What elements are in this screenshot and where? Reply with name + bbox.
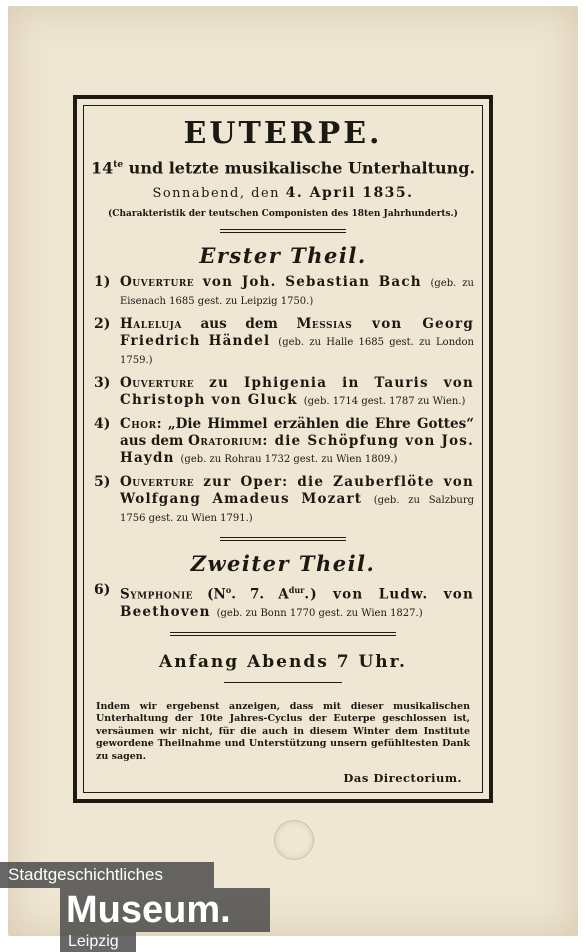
item-number: 3)	[94, 375, 111, 392]
item-superscript: o	[225, 585, 232, 596]
item-composer: von Georg Friedrich Händel	[120, 316, 474, 350]
date-value: 4. April 1835.	[285, 185, 414, 202]
item-text-part: aus dem	[181, 316, 297, 333]
announcement-text: Indem wir ergebenst anzeigen, dass mit dieser musikalischen Unterhaltung der 10te Jahres-Cyclus der Euterpe geschlossen ist, versäumen wir nicht, für die auch in diesem Winter dem Institute gewordene Theilnahme und Unterstützung unsern gefühltesten Dank zu sagen.	[96, 700, 470, 762]
item-text-part: (N	[193, 586, 226, 603]
item-text-part: : „Die Himmel erzählen die Ehre Gottes“ aus dem	[120, 416, 474, 450]
item-genre: Ouverture	[120, 375, 195, 392]
item-composer: von Joh. Sebastian Bach	[194, 274, 431, 291]
program-item	[94, 582, 474, 622]
item-text	[120, 474, 474, 527]
divider	[220, 229, 346, 233]
item-text-part: . 7. A	[231, 586, 289, 603]
item-work: Oratorium	[188, 433, 263, 450]
item-composer: zur Oper: die Zauberflöte von Wolfgang Amadeus Mozart	[120, 474, 474, 508]
item-dates: (geb. zu Rohrau 1732 gest. zu Wien 1809.)	[180, 454, 398, 466]
part-one-list	[86, 274, 480, 527]
museum-watermark	[0, 862, 270, 950]
item-composer: : die Schöpfung von Jos. Haydn	[120, 433, 474, 467]
item-text	[120, 375, 474, 410]
item-superscript: dur	[288, 585, 305, 596]
part-two-list	[86, 582, 480, 622]
item-dates: (geb. 1714 gest. 1787 zu Wien.)	[303, 396, 466, 408]
item-dates: (geb. zu Halle 1685 gest. zu London 1759.)	[120, 337, 474, 367]
watermark-line-3: Leipzig	[60, 932, 136, 952]
poster-content	[86, 112, 480, 785]
poster-subtitle	[86, 154, 480, 179]
program-item	[94, 274, 474, 310]
watermark-line-1: Stadtgeschichtliches	[0, 862, 214, 888]
date-prefix: Sonnabend, den	[152, 186, 286, 202]
part-one-heading: Erster Theil.	[199, 243, 367, 269]
signature: Das Directorium.	[343, 771, 462, 786]
item-genre: Chor	[120, 416, 157, 433]
item-text	[120, 316, 474, 369]
item-text	[120, 274, 474, 310]
item-genre: Haleluja	[120, 316, 182, 333]
item-genre: Ouverture	[120, 274, 195, 291]
divider	[220, 537, 346, 541]
program-item	[94, 416, 474, 468]
subtitle-text: und letzte musikalische Unterhaltung.	[123, 158, 476, 178]
item-genre: Ouverture	[120, 474, 195, 491]
item-number: 5)	[94, 474, 111, 491]
program-item	[94, 375, 474, 410]
item-text	[120, 416, 474, 468]
program-theme-note: (Charakteristik der teutschen Componisten des 18ten Jahrhunderts.)	[108, 209, 458, 220]
program-item	[94, 316, 474, 369]
item-dates: (geb. zu Bonn 1770 gest. zu Wien 1827.)	[216, 607, 423, 619]
divider	[170, 632, 396, 636]
part-two-heading: Zweiter Theil.	[190, 551, 376, 577]
subtitle-suffix: te	[113, 160, 124, 170]
program-item	[94, 474, 474, 527]
watermark-line-2: Museum.	[60, 888, 270, 932]
item-composer: zu Iphigenia in Tauris von Christoph von Gluck	[120, 375, 474, 409]
item-composer: .) von Ludw. von Beethoven	[120, 586, 474, 620]
subtitle-number: 14	[90, 158, 114, 178]
divider	[224, 682, 342, 683]
item-number: 6)	[94, 582, 111, 599]
item-work: Messias	[296, 316, 353, 333]
item-genre: Symphonie	[120, 586, 194, 603]
embossed-stamp	[274, 820, 314, 860]
item-text	[120, 582, 474, 622]
concert-date	[86, 185, 480, 201]
poster-title: EUTERPE.	[183, 116, 383, 151]
item-number: 2)	[94, 316, 111, 333]
item-dates: (geb. zu Salzburg 1756 gest. zu Wien 1791.)	[120, 495, 474, 525]
start-time: Anfang Abends 7 Uhr.	[159, 651, 407, 672]
item-dates: (geb. zu Eisenach 1685 gest. zu Leipzig 1750.)	[120, 278, 474, 308]
item-number: 1)	[94, 274, 111, 291]
item-number: 4)	[94, 416, 111, 433]
